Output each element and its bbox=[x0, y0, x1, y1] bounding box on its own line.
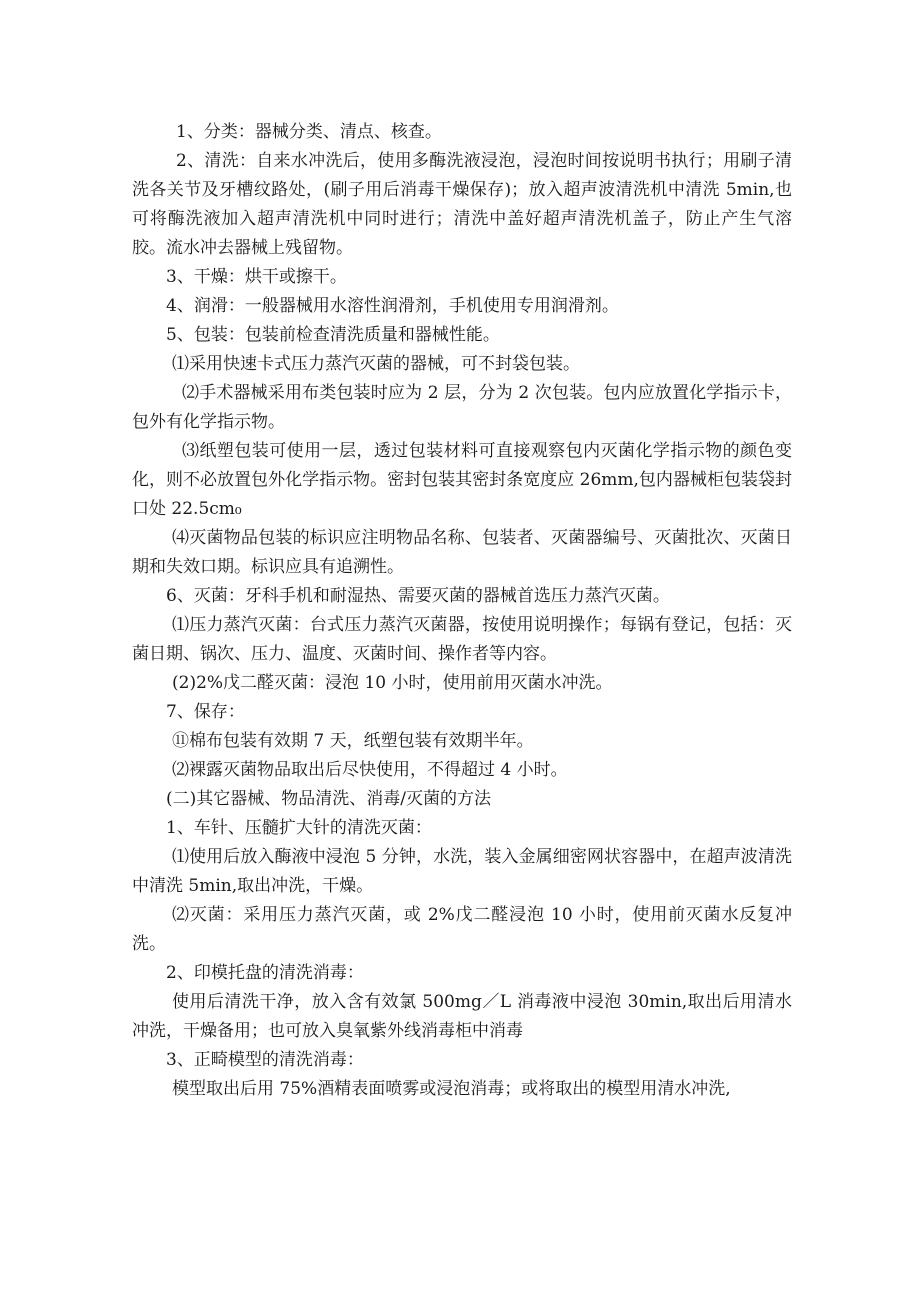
paragraph-impression-tray-body: 使用后清洗干净，放入含有效氯 500mg／L 消毒液中浸泡 30min,取出后用清水冲洗，干燥备用；也可放入臭氧紫外线消毒柜中消毒 bbox=[132, 992, 792, 1041]
paragraph-packaging-item-4: ⑷灭菌物品包装的标识应注明物品名称、包装者、灭菌器编号、灭菌批次、灭菌日期和失效口期。标识应具有追溯性。 bbox=[132, 528, 792, 577]
paragraph-drying: 3、干燥：烘干或擦干。 bbox=[166, 267, 347, 287]
paragraph-packaging-item-3: ⑶纸塑包装可使用一层，透过包装材料可直接观察包内灭菌化学指示物的颜色变化，则不必放置包外化学指示物。密封包装其密封条宽度应 26mm,包内器械柜包装袋封口处 22.5cm₀ bbox=[132, 441, 792, 519]
paragraph-lubrication: 4、润滑：一般器械用水溶性润滑剂，手机使用专用润滑剂。 bbox=[166, 296, 619, 316]
paragraph-classification: 1、分类：器械分类、清点、核查。 bbox=[176, 122, 442, 142]
paragraph-packaging-item-2: ⑵手术器械采用布类包装时应为 2 层，分为 2 次包装。包内应放置化学指示卡，包外有化学指示物。 bbox=[132, 383, 792, 432]
paragraph-impression-tray: 2、印模托盘的清洗消毒： bbox=[166, 963, 364, 983]
paragraph-orthodontic-model-body: 模型取出后用 75%酒精表面喷雾或浸泡消毒；或将取出的模型用清水冲洗, bbox=[172, 1079, 731, 1099]
paragraph-packaging-item-1: ⑴采用快速卡式压力蒸汽灭菌的器械，可不封袋包装。 bbox=[172, 354, 580, 374]
paragraph-storage-item-2: ⑵裸露灭菌物品取出后尽快使用，不得超过 4 小时。 bbox=[172, 760, 568, 780]
paragraph-sterilization-item-2: (2)2%戊二醛灭菌：浸泡 10 小时，使用前用灭菌水冲洗。 bbox=[172, 673, 613, 693]
section-heading-other-instruments: (二)其它器械、物品清洗、消毒/灭菌的方法 bbox=[166, 789, 491, 809]
paragraph-packaging: 5、包装：包装前检查清洗质量和器械性能。 bbox=[166, 325, 500, 345]
paragraph-orthodontic-model: 3、正畸模型的清洗消毒： bbox=[166, 1050, 364, 1070]
paragraph-cleaning: 2、清洗：自来水冲洗后，使用多酶洗液浸泡，浸泡时间按说明书执行；用刷子清洗各关节及牙槽纹路处，(刷子用后消毒干燥保存)；放入超声波清洗机中清洗 5min,也可将酶洗液加入超声清洗机中同时进行；清洗中盖好超声清洗机盖子，防止产生气溶胶。流水冲去器械上残留物。 bbox=[132, 151, 792, 258]
paragraph-bur-cleaning: 1、车针、压髓扩大针的清洗灭菌： bbox=[166, 818, 432, 838]
paragraph-sterilization-item-1: ⑴压力蒸汽灭菌：台式压力蒸汽灭菌器，按使用说明操作；每锅有登记，包括：灭菌日期、锅次、压力、温度、灭菌时间、操作者等内容。 bbox=[132, 615, 792, 664]
paragraph-bur-item-1: ⑴使用后放入酶液中浸泡 5 分钟，水洗，装入金属细密网状容器中，在超声波清洗中清洗 5min,取出冲洗，干燥。 bbox=[132, 847, 792, 896]
paragraph-sterilization: 6、灭菌：牙科手机和耐湿热、需要灭菌的器械首选压力蒸汽灭菌。 bbox=[166, 586, 670, 606]
document-body bbox=[132, 118, 792, 1104]
paragraph-storage-item-1: ⑪棉布包装有效期 7 天，纸塑包装有效期半年。 bbox=[172, 731, 534, 751]
paragraph-bur-item-2: ⑵灭菌：采用压力蒸汽灭菌，或 2%戊二醛浸泡 10 小时，使用前灭菌水反复冲洗。 bbox=[132, 905, 792, 954]
paragraph-storage: 7、保存： bbox=[166, 702, 245, 722]
